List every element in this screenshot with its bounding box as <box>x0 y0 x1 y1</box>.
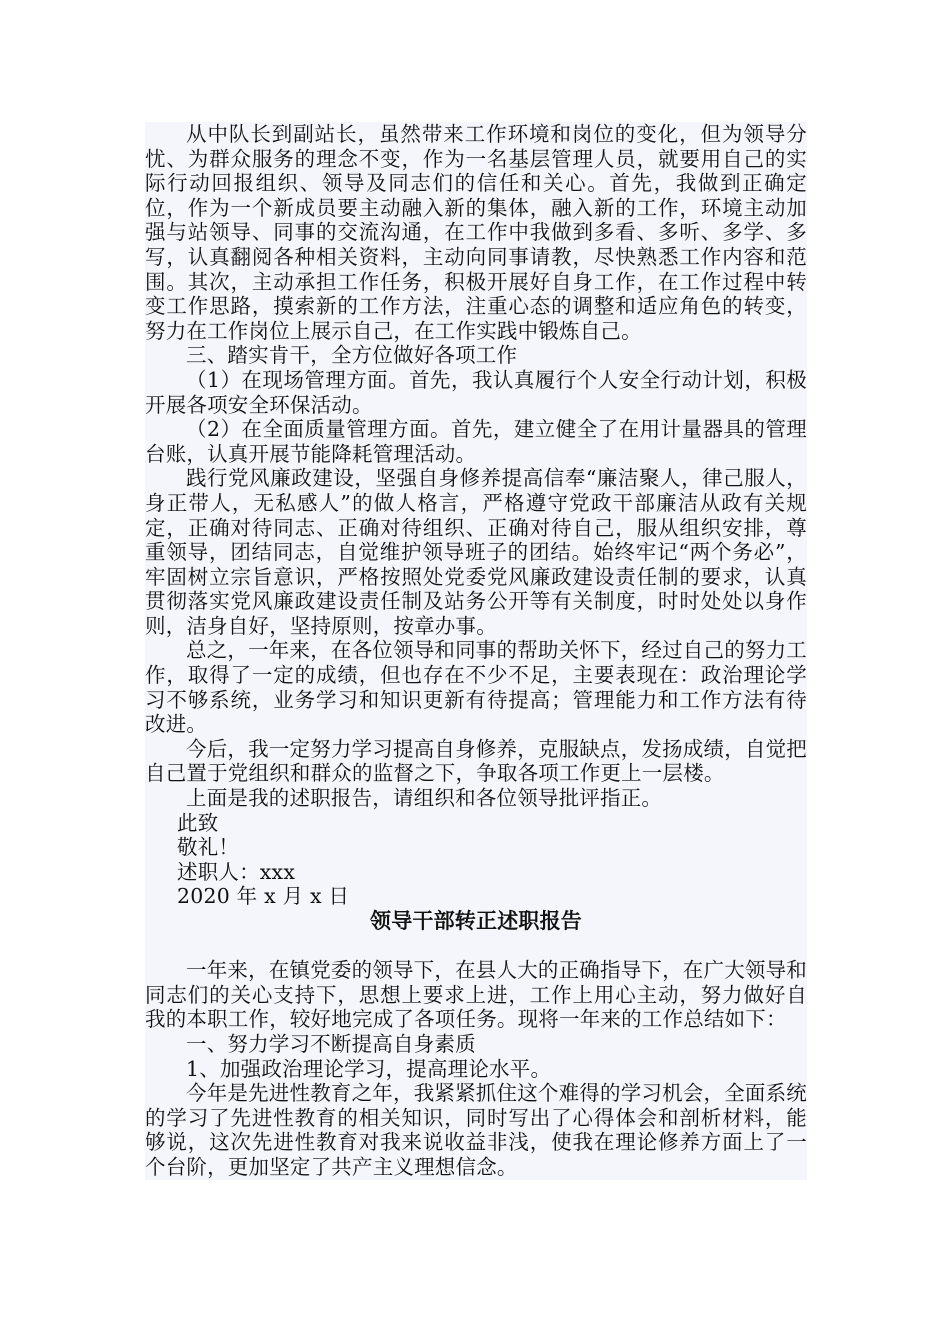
paragraph: 践行党风廉政建设，坚强自身修养提高信奉“廉洁聚人，律己服人，身正带人，无私感人”的做人格言，严格遵守党政干部廉洁从政有关规定，正确对待同志、正确对待组织、正确对待自己，服从组织安排，尊重领导，团结同志，自觉维护领导班子的团结。始终牢记“两个务必”，牢固树立宗旨意识，严格按照处党委党风廉政建设责任制的要求，认真贯彻落实党风廉政建设责任制及站务公开等有关制度，时时处处以身作则，洁身自好，坚持原则，按章办事。 <box>145 466 807 638</box>
paragraph: （1）在现场管理方面。首先，我认真履行个人安全行动计划，积极开展各项安全环保活动。 <box>145 367 807 417</box>
closing-salute: 敬礼！ <box>177 835 240 860</box>
subsection-heading: 1、加强政治理论学习，提高理论水平。 <box>186 1056 552 1081</box>
date: 2020 年 x 月 x 日 <box>177 884 350 909</box>
section-heading: 一、努力学习不断提高自身素质 <box>186 1031 476 1056</box>
paragraph: 一年来，在镇党委的领导下，在县人大的正确指导下，在广大领导和同志们的关心支持下，思想上要求上进，工作上用心主动，努力做好自我的本职工作，较好地完成了各项任务。现将一年来的工作总结如下： <box>145 958 807 1032</box>
document-body <box>145 122 807 1180</box>
paragraph: （2）在全面质量管理方面。首先，建立健全了在用计量器具的管理台账，认真开展节能降耗管理活动。 <box>145 417 807 466</box>
document-title: 领导干部转正述职报告 <box>370 909 582 933</box>
closing-salute: 此致 <box>177 810 219 835</box>
paragraph: 从中队长到副站长，虽然带来工作环境和岗位的变化，但为领导分忧、为群众服务的理念不变，作为一名基层管理人员，就要用自己的实际行动回报组织、领导及同志们的信任和关心。首先，我做到正确定位，作为一个新成员要主动融入新的集体，融入新的工作，环境主动加强与站领导、同事的交流沟通，在工作中我做到多看、多听、多学、多写，认真翻阅各种相关资料，主动向同事请教，尽快熟悉工作内容和范围。其次，主动承担工作任务，积极开展好自身工作，在工作过程中转变工作思路，摸索新的工作方法，注重心态的调整和适应角色的转变，努力在工作岗位上展示自己，在工作实践中锻炼自己。 <box>145 122 807 343</box>
signer: 述职人：xxx <box>177 859 296 884</box>
spacer <box>145 934 807 959</box>
paragraph: 总之，一年来，在各位领导和同事的帮助关怀下，经过自己的努力工作，取得了一定的成绩，但也存在不少不足，主要表现在：政治理论学习不够系统，业务学习和知识更新有待提高；管理能力和工作方法有待改进。 <box>145 638 807 737</box>
paragraph: 上面是我的述职报告，请组织和各位领导批评指正。 <box>186 786 663 811</box>
section-heading: 三、踏实肯干，全方位做好各项工作 <box>186 343 518 368</box>
paragraph: 今后，我一定努力学习提高自身修养，克服缺点，发扬成绩，自觉把自己置于党组织和群众的监督之下，争取各项工作更上一层楼。 <box>145 736 807 786</box>
paragraph: 今年是先进性教育之年，我紧紧抓住这个难得的学习机会，全面系统的学习了先进性教育的相关知识，同时写出了心得体会和剖析材料，能够说，这次先进性教育对我来说收益非浅，使我在理论修养方面上了一个台阶，更加坚定了共产主义理想信念。 <box>145 1081 807 1179</box>
